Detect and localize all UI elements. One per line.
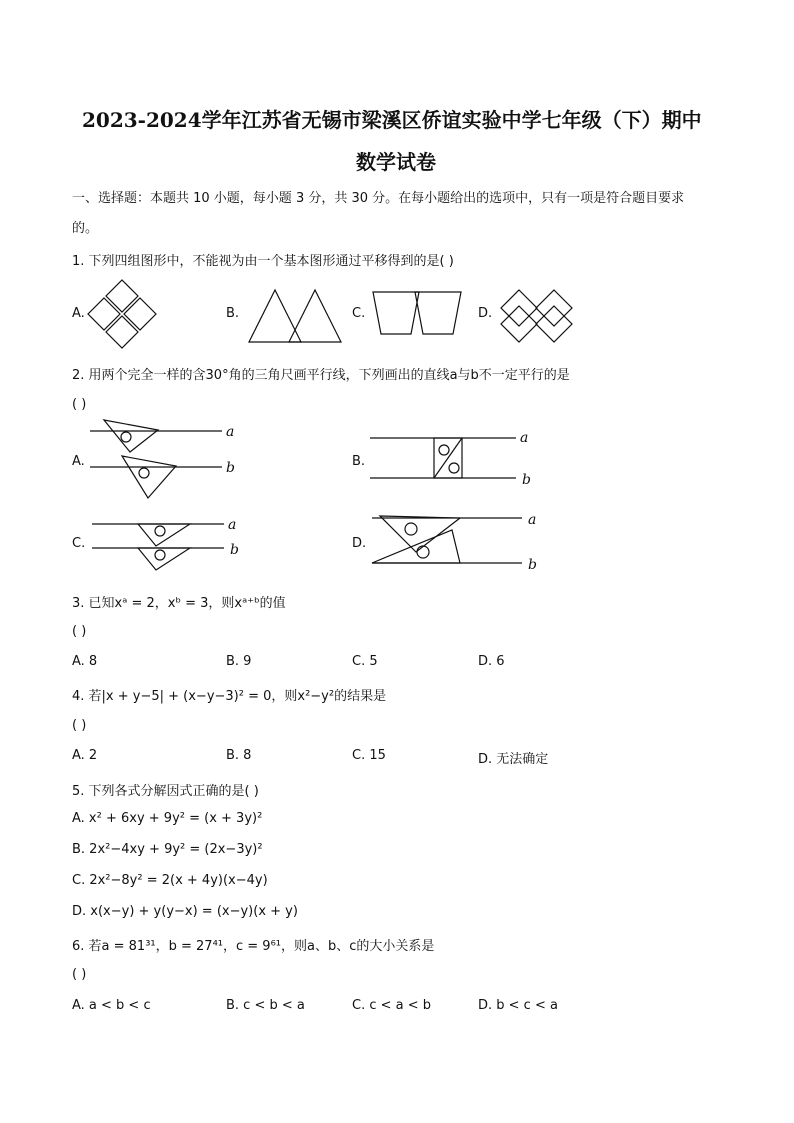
q3-option-c: C. 5 <box>352 654 378 669</box>
question-1-stem: 1. 下列四组图形中，不能视为由一个基本图形通过平移得到的是( ) <box>72 254 454 269</box>
q2-figure-a <box>88 418 248 502</box>
q5-option-c: C. 2x²−8y² = 2(x + 4y)(x−4y) <box>72 873 268 888</box>
q2-figure-b <box>368 428 548 488</box>
q2b-line-label-b: b <box>522 472 531 488</box>
q4-option-c: C. 15 <box>352 748 386 763</box>
question-4-stem: 4. 若|x + y−5| + (x−y−3)² = 0，则x²−y²的结果是 <box>72 689 387 704</box>
question-6-paren: ( ) <box>72 967 87 982</box>
q5-option-a: A. x² + 6xy + 9y² = (x + 3y)² <box>72 811 263 826</box>
page-title-line2: 数学试卷 <box>356 150 436 174</box>
q2-option-a-label: A. <box>72 454 85 469</box>
q2c-line-label-a: a <box>228 517 237 533</box>
question-3-paren: ( ) <box>72 624 87 639</box>
question-5-stem: 5. 下列各式分解因式正确的是( ) <box>72 784 259 799</box>
q2-option-b-label: B. <box>352 454 366 469</box>
question-4-paren: ( ) <box>72 718 87 733</box>
question-3-stem: 3. 已知xᵃ = 2，xᵇ = 3，则xᵃ⁺ᵇ的值 <box>72 596 286 611</box>
q1-figure-a <box>86 278 158 350</box>
q1-figure-c <box>372 290 462 336</box>
q3-option-a: A. 8 <box>72 654 98 669</box>
q5-option-b: B. 2x²−4xy + 9y² = (2x−3y)² <box>72 842 263 857</box>
q2a-line-label-b: b <box>226 460 235 476</box>
q2a-line-label-a: a <box>226 424 235 440</box>
q1-figure-d <box>500 288 574 344</box>
section-header-line2: 的。 <box>72 221 99 236</box>
q2d-line-label-b: b <box>528 557 537 573</box>
q2-figure-d <box>370 508 550 574</box>
q4-option-b: B. 8 <box>226 748 252 763</box>
q3-option-d: D. 6 <box>478 654 505 669</box>
q4-option-a: A. 2 <box>72 748 98 763</box>
q2d-line-label-a: a <box>528 512 537 528</box>
q3-option-b: B. 9 <box>226 654 252 669</box>
q6-option-b: B. c < b < a <box>226 998 305 1013</box>
q2b-line-label-a: a <box>520 430 529 446</box>
question-2-stem: 2. 用两个完全一样的含30°角的三角尺画平行线，下列画出的直线a与b不一定平行的是 <box>72 368 570 383</box>
page-title-line1: 2023-2024学年江苏省无锡市梁溪区侨谊实验中学七年级（下）期中 <box>82 108 702 132</box>
section-header-line1: 一、选择题：本题共 10 小题，每小题 3 分，共 30 分。在每小题给出的选项中，只有一项是符合题目要求 <box>72 191 685 206</box>
q2c-line-label-b: b <box>230 542 239 558</box>
q4-option-d: D. 无法确定 <box>478 752 549 767</box>
question-6-stem: 6. 若a = 81³¹，b = 27⁴¹，c = 9⁶¹，则a、b、c的大小关系是 <box>72 939 435 954</box>
q1-option-d-label: D. <box>478 306 493 321</box>
q5-option-d: D. x(x−y) + y(y−x) = (x−y)(x + y) <box>72 904 298 919</box>
q1-option-a-label: A. <box>72 306 85 321</box>
q2-figure-c <box>90 512 250 572</box>
q6-option-a: A. a < b < c <box>72 998 151 1013</box>
question-2-paren: ( ) <box>72 397 87 412</box>
q1-option-c-label: C. <box>352 306 366 321</box>
q2-option-c-label: C. <box>72 536 86 551</box>
q6-option-d: D. b < c < a <box>478 998 558 1013</box>
q6-option-c: C. c < a < b <box>352 998 432 1013</box>
q1-option-b-label: B. <box>226 306 240 321</box>
q2-option-d-label: D. <box>352 536 367 551</box>
q1-figure-b <box>248 288 344 344</box>
